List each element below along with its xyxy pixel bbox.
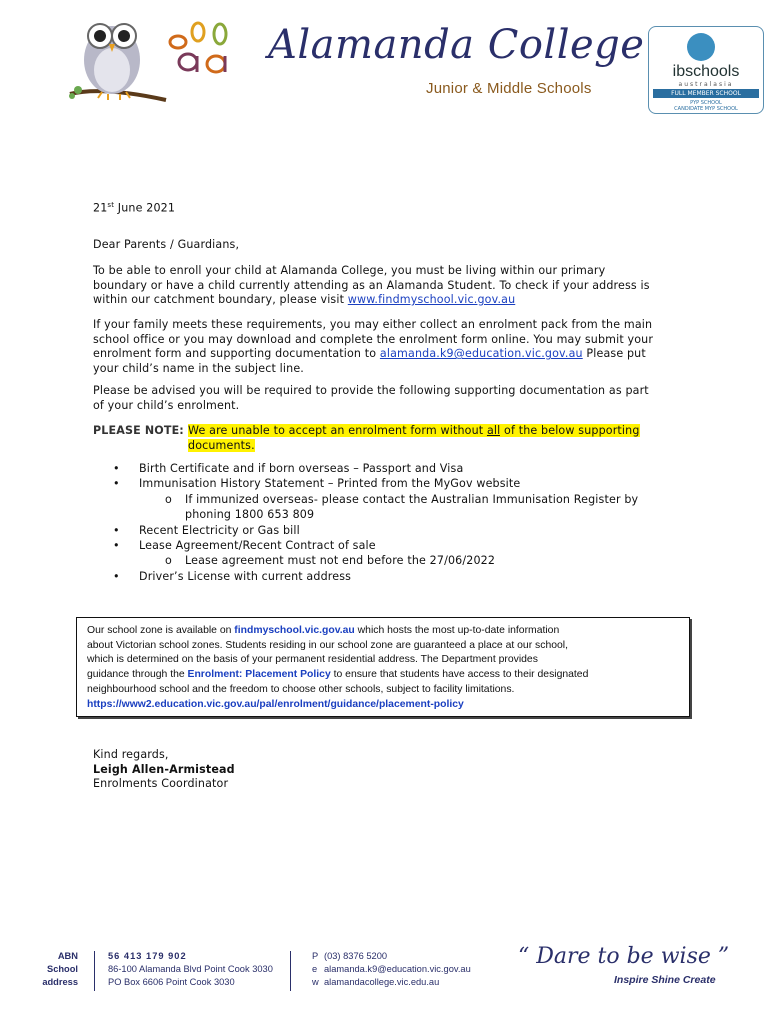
signatory-name: Leigh Allen-Armistead xyxy=(93,762,235,776)
footer-address-line: 86-100 Alamanda Blvd Point Cook 3030 xyxy=(108,964,273,975)
paragraph-line xyxy=(93,347,683,362)
date-rest: June 2021 xyxy=(114,201,176,215)
paragraph-text: Please put xyxy=(582,347,646,361)
list-item xyxy=(113,539,673,554)
ib-badge-small xyxy=(649,100,763,112)
date-day: 21 xyxy=(93,201,108,215)
findmyschool-zone-link[interactable]: findmyschool.vic.gov.au xyxy=(234,625,355,636)
zone-line: neighbourhood school and the freedom to choose other schools, subject to facility limitations. xyxy=(87,683,515,695)
college-name: Alamanda College xyxy=(268,22,645,68)
footer-abn: 56 413 179 902 xyxy=(108,951,187,961)
college-subtitle: Junior & Middle Schools xyxy=(426,80,592,97)
bullet-icon: • xyxy=(113,462,120,475)
list-item-text: phoning 1800 653 809 xyxy=(185,508,315,522)
college-emblem-icon xyxy=(164,20,244,90)
letter-date xyxy=(93,198,175,216)
footer-contact-block xyxy=(312,950,471,990)
school-zone-box xyxy=(76,617,690,717)
globe-icon xyxy=(687,33,715,61)
placement-policy-url-link[interactable]: https://www2.education.vic.gov.au/pal/enrolment/guidance/placement-policy xyxy=(87,698,464,710)
list-item xyxy=(113,570,673,585)
zone-line: which is determined on the basis of your permanent residential address. The Department provides xyxy=(87,654,538,666)
footer-address-block xyxy=(108,950,273,990)
note-highlight: of the below supporting xyxy=(500,424,640,437)
date-suffix: st xyxy=(107,201,115,209)
signatory-role: Enrolments Coordinator xyxy=(93,777,229,791)
list-item xyxy=(113,462,673,477)
sub-list-item xyxy=(113,554,673,569)
zone-line xyxy=(87,668,683,683)
zone-line: about Victorian school zones. Students residing in our school zone are guaranteed a place at our school, xyxy=(87,639,568,651)
list-item-text: Birth Certificate and if born overseas – Passport and Visa xyxy=(139,462,464,475)
motto: “ Dare to be wise ” xyxy=(518,944,730,969)
note-all: all xyxy=(486,424,501,437)
email-key: e xyxy=(312,964,318,975)
list-item-text: Recent Electricity or Gas bill xyxy=(139,523,300,537)
paragraph-line: of your child’s enrolment. xyxy=(93,398,240,412)
paragraph-line: school office or you may download and complete the enrolment form online. You may submit your xyxy=(93,332,654,346)
bullet-icon: • xyxy=(113,523,120,537)
paragraph-enrolment-pack xyxy=(93,318,683,376)
placement-policy-link[interactable]: Enrolment: Placement Policy xyxy=(187,669,331,681)
zone-text: to ensure that students have access to their designated xyxy=(330,669,589,681)
salutation: Dear Parents / Guardians, xyxy=(93,238,240,251)
sub-list-item xyxy=(113,493,673,508)
web-key: w xyxy=(312,977,319,988)
ib-badge-bar: FULL MEMBER SCHOOL xyxy=(653,89,759,98)
ib-badge-small-2: CANDIDATE MYP SCHOOL xyxy=(674,106,738,112)
ib-badge-small-1: PYP SCHOOL xyxy=(690,100,722,106)
sub-bullet-icon: o xyxy=(165,554,172,568)
footer-email[interactable]: alamanda.k9@education.vic.gov.au xyxy=(324,964,471,975)
list-item xyxy=(113,477,673,492)
paragraph-documentation xyxy=(93,384,683,413)
ib-badge-name: ibschools xyxy=(672,63,740,80)
zone-text: which hosts the most up-to-date information xyxy=(354,625,560,636)
bullet-icon: • xyxy=(113,538,120,552)
paragraph-line: Please be advised you will be required to provide the following supporting documentation as part xyxy=(93,384,649,397)
paragraph-line xyxy=(93,293,683,308)
footer-label-school: School xyxy=(47,964,78,975)
footer-divider xyxy=(94,951,95,991)
closing-block xyxy=(93,748,235,792)
sub-bullet-icon: o xyxy=(165,492,172,506)
note-highlight: We are unable to accept an enrolment form without xyxy=(188,424,487,437)
note-label: PLEASE NOTE: xyxy=(93,424,184,437)
list-item-text: Immunisation History Statement – Printed from the MyGov website xyxy=(139,477,521,491)
bullet-icon: • xyxy=(113,477,120,491)
enrolment-email-link[interactable]: alamanda.k9@education.vic.gov.au xyxy=(379,347,583,361)
zone-line xyxy=(87,624,683,639)
footer-divider xyxy=(290,951,291,991)
paragraph-catchment xyxy=(93,264,683,308)
list-item-text: Driver’s License with current address xyxy=(139,569,352,583)
ib-badge-sub: australasia xyxy=(678,81,734,88)
list-item xyxy=(113,524,673,539)
paragraph-text: enrolment form and supporting documentation to xyxy=(93,347,380,361)
bullet-icon: • xyxy=(113,569,120,583)
sub-list-item-continued xyxy=(113,508,673,523)
owl-logo-icon xyxy=(62,8,170,112)
paragraph-line: boundary or have a child currently attending as an Alamanda Student. To check if your address is xyxy=(93,278,650,292)
list-item-text: If immunized overseas- please contact the Australian Immunisation Register by xyxy=(185,492,639,506)
findmyschool-link[interactable]: www.findmyschool.vic.gov.au xyxy=(347,293,516,307)
paragraph-line: To be able to enroll your child at Alamanda College, you must be living within our primary xyxy=(93,264,606,277)
footer-address-line: PO Box 6606 Point Cook 3030 xyxy=(108,977,235,988)
tagline: Inspire Shine Create xyxy=(614,974,716,986)
list-item-text: Lease Agreement/Recent Contract of sale xyxy=(139,538,376,552)
note-highlight: documents. xyxy=(188,438,255,452)
phone-key: P xyxy=(312,951,319,961)
zone-text: Our school zone is available on xyxy=(87,625,235,636)
closing-regards: Kind regards, xyxy=(93,748,169,761)
footer-label-abn: ABN xyxy=(57,951,78,961)
document-list xyxy=(113,462,673,585)
paragraph-line: your child’s name in the subject line. xyxy=(93,361,304,375)
zone-text: guidance through the xyxy=(87,669,188,681)
footer-labels xyxy=(30,950,78,990)
ib-schools-badge xyxy=(648,26,764,114)
paragraph-text: within our catchment boundary, please visit xyxy=(93,293,348,307)
footer-phone: (03) 8376 5200 xyxy=(324,951,388,961)
note-text xyxy=(188,424,668,453)
paragraph-line: If your family meets these requirements, you may either collect an enrolment pack from the main xyxy=(93,318,653,331)
list-item-text: Lease agreement must not end before the 27/06/2022 xyxy=(185,554,496,568)
footer-website[interactable]: alamandacollege.vic.edu.au xyxy=(324,977,440,988)
footer-label-address: address xyxy=(42,977,78,988)
